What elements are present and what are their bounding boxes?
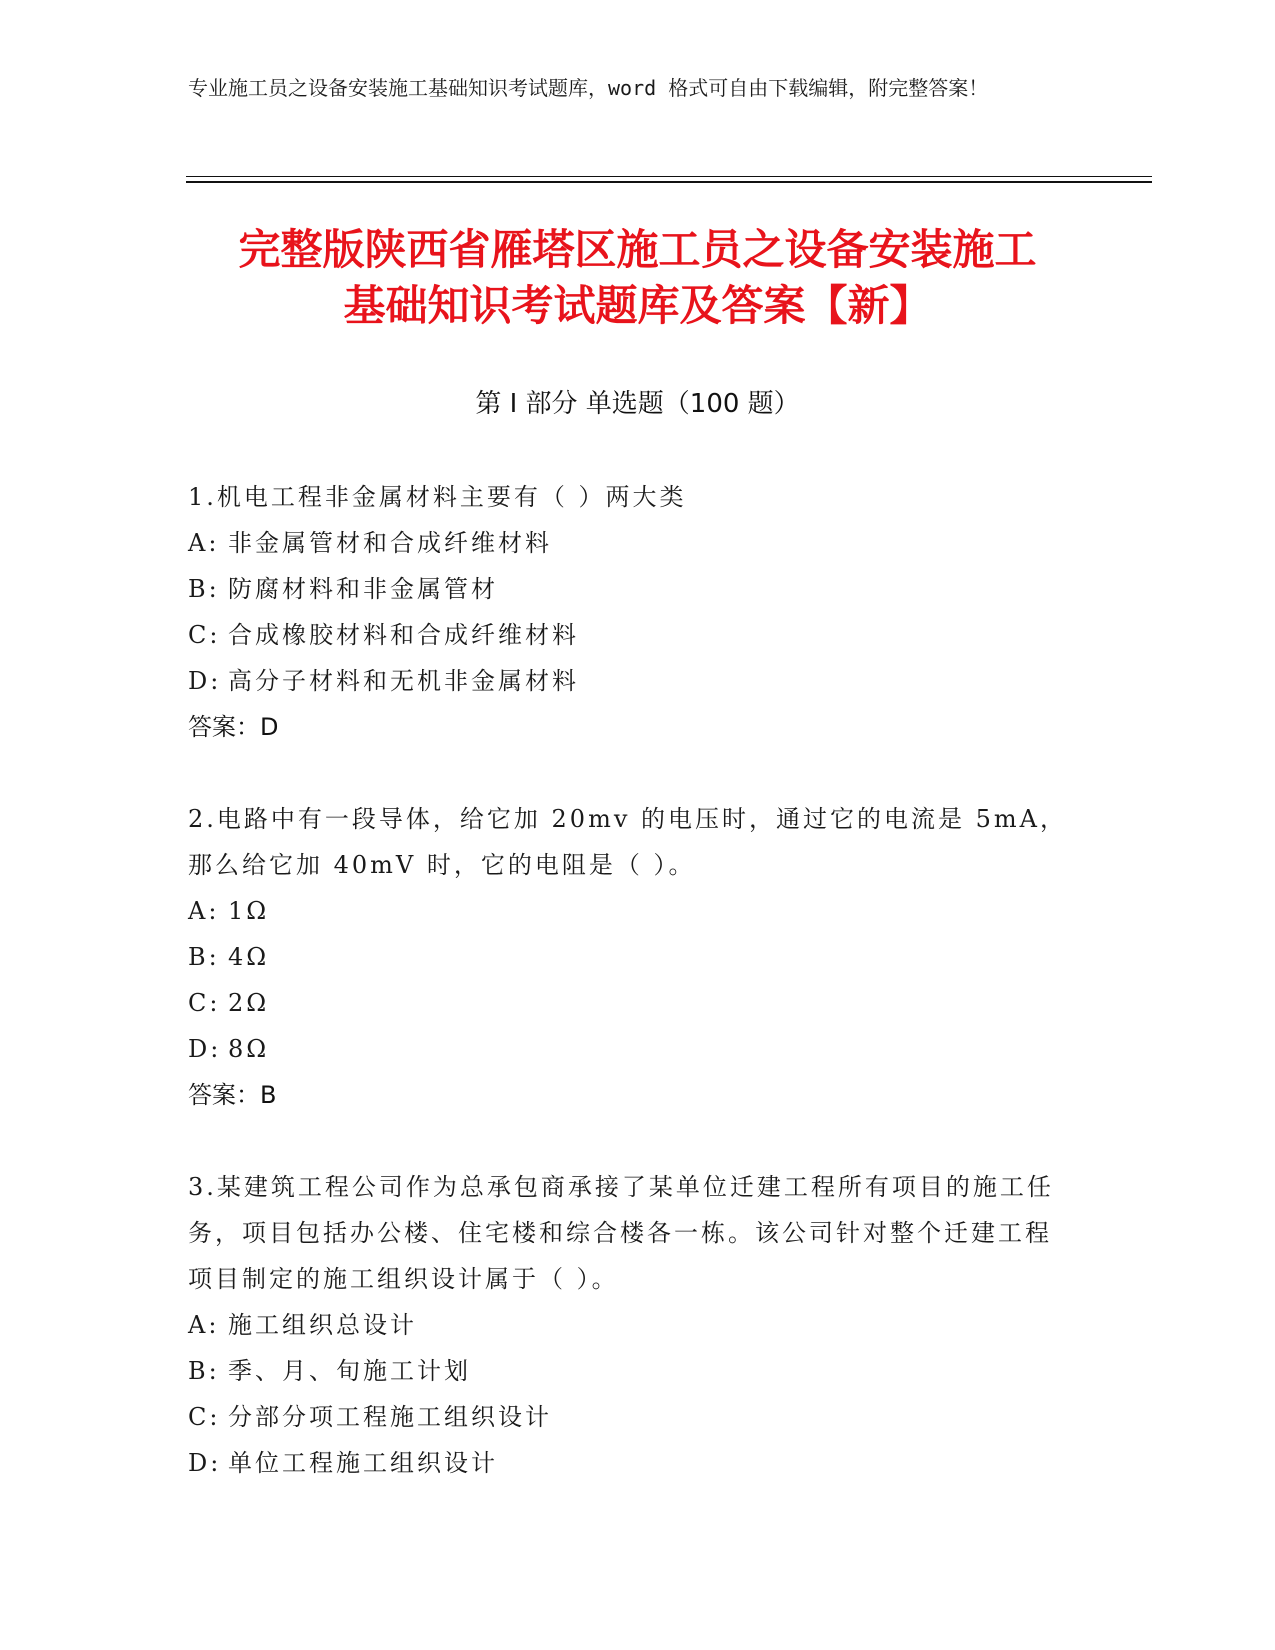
option-d xyxy=(188,658,1068,704)
option-key: C: xyxy=(188,989,221,1017)
option-key: C: xyxy=(188,1403,221,1431)
option-text: 4Ω xyxy=(228,943,270,971)
option-d xyxy=(188,1026,1068,1072)
option-d xyxy=(188,1440,1068,1486)
option-c xyxy=(188,1394,1068,1440)
option-text: 高分子材料和无机非金属材料 xyxy=(228,667,579,695)
question-1 xyxy=(188,474,1068,750)
option-key: B: xyxy=(188,575,220,603)
option-key: D: xyxy=(188,1035,222,1063)
option-key: A: xyxy=(188,1311,220,1339)
option-text: 8Ω xyxy=(228,1035,270,1063)
question-3 xyxy=(188,1164,1068,1486)
question-stem: 1.机电工程非金属材料主要有（ ）两大类 xyxy=(188,483,687,511)
question-2 xyxy=(188,796,1068,1118)
option-b xyxy=(188,566,1068,612)
option-text: 单位工程施工组织设计 xyxy=(228,1449,498,1477)
option-text: 合成橡胶材料和合成纤维材料 xyxy=(228,621,579,649)
option-key: A: xyxy=(188,897,220,925)
answer-label: 答案：B xyxy=(188,1081,277,1109)
section-title: 第 I 部分 单选题（100 题） xyxy=(475,389,800,419)
header-note: 专业施工员之设备安装施工基础知识考试题库，word 格式可自由下载编辑，附完整答案！ xyxy=(188,76,989,100)
option-a xyxy=(188,1302,1068,1348)
option-text: 季、月、旬施工计划 xyxy=(228,1357,471,1385)
option-key: B: xyxy=(188,1357,220,1385)
option-c xyxy=(188,612,1068,658)
option-text: 非金属管材和合成纤维材料 xyxy=(228,529,552,557)
option-c xyxy=(188,980,1068,1026)
question-stem: 2.电路中有一段导体，给它加 20mv 的电压时，通过它的电流是 5mA，那么给它加 40mV 时，它的电阻是（ ）。 xyxy=(188,805,1067,879)
option-text: 防腐材料和非金属管材 xyxy=(228,575,498,603)
document-title-line-2: 基础知识考试题库及答案【新】 xyxy=(343,281,932,330)
option-key: C: xyxy=(188,621,221,649)
option-b xyxy=(188,1348,1068,1394)
option-text: 1Ω xyxy=(228,897,270,925)
document-title xyxy=(130,222,1145,334)
option-text: 2Ω xyxy=(228,989,270,1017)
option-text: 分部分项工程施工组织设计 xyxy=(228,1403,552,1431)
header-rule-thick xyxy=(186,181,1152,183)
answer-label: 答案：D xyxy=(188,713,279,741)
question-stem: 3.某建筑工程公司作为总承包商承接了某单位迁建工程所有项目的施工任务，项目包括办公楼、住宅楼和综合楼各一栋。该公司针对整个迁建工程项目制定的施工组织设计属于（ ）。 xyxy=(188,1173,1054,1293)
question-list xyxy=(188,474,1068,1532)
option-key: B: xyxy=(188,943,220,971)
option-key: D: xyxy=(188,1449,222,1477)
option-key: A: xyxy=(188,529,220,557)
option-a xyxy=(188,520,1068,566)
option-a xyxy=(188,888,1068,934)
option-text: 施工组织总设计 xyxy=(228,1311,417,1339)
header-rule-thin xyxy=(186,176,1152,177)
document-title-line-1: 完整版陕西省雁塔区施工员之设备安装施工 xyxy=(238,225,1037,274)
option-key: D: xyxy=(188,667,222,695)
option-b xyxy=(188,934,1068,980)
